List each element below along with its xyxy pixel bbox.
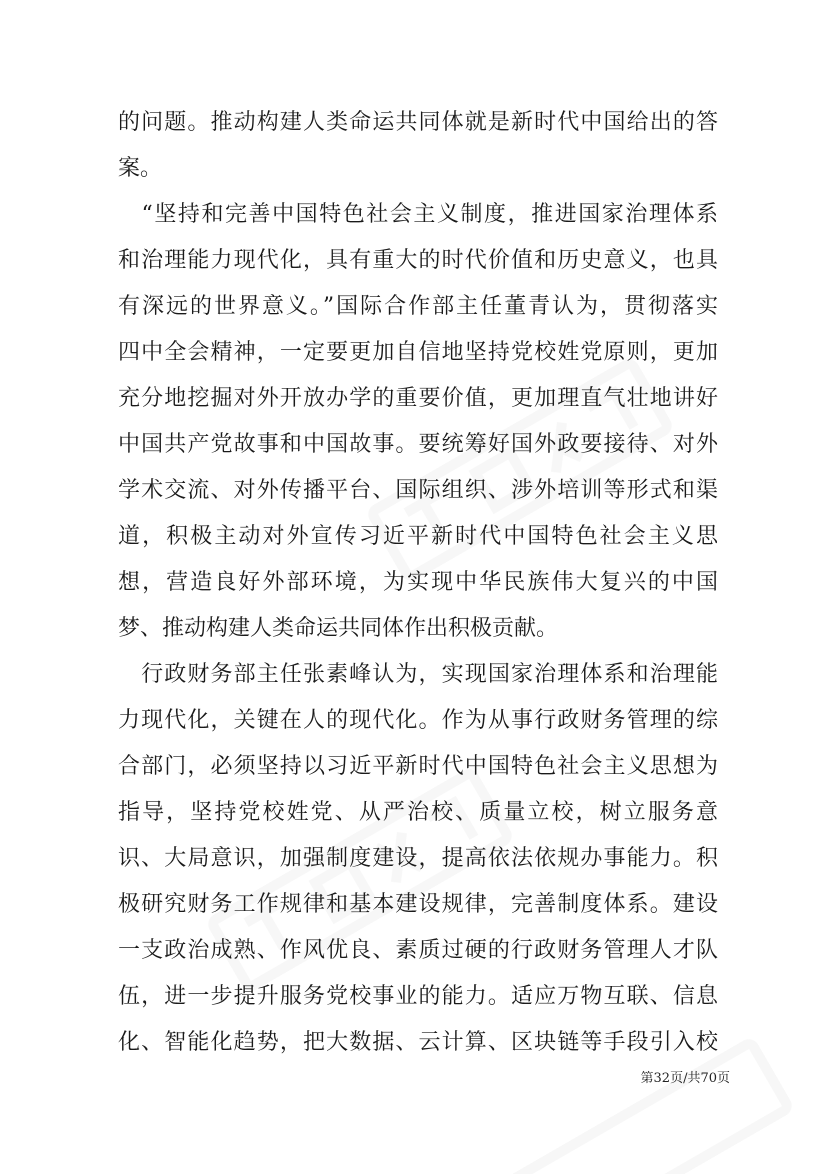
body-text: [118, 100, 718, 1066]
text-line: 有深远的世界意义。”国际合作部主任董青认为，贯彻落实: [118, 294, 718, 319]
text-line: 和治理能力现代化，具有重大的时代价值和历史意义，也具: [118, 248, 718, 273]
text-line: 伍，进一步提升服务党校事业的能力。适应万物互联、信息: [118, 984, 718, 1009]
text-line: 力现代化，关键在人的现代化。作为从事行政财务管理的综: [118, 708, 718, 733]
text-line: 行政财务部主任张素峰认为，实现国家治理体系和治理能: [118, 662, 718, 687]
text-line: 中国共产党故事和中国故事。要统筹好国外政要接待、对外: [118, 432, 718, 457]
text-line: 指导，坚持党校姓党、从严治校、质量立校，树立服务意: [118, 800, 718, 825]
text-line: 的问题。推动构建人类命运共同体就是新时代中国给出的答: [118, 110, 718, 135]
text-line: 想，营造良好外部环境，为实现中华民族伟大复兴的中国: [118, 570, 718, 595]
text-line: 一支政治成熟、作风优良、素质过硬的行政财务管理人才队: [118, 938, 718, 963]
text-line: 合部门，必须坚持以习近平新时代中国特色社会主义思想为: [118, 754, 718, 779]
text-line: 四中全会精神，一定要更加自信地坚持党校姓党原则，更加: [118, 340, 718, 365]
text-line: 学术交流、对外传播平台、国际组织、涉外培训等形式和渠: [118, 478, 718, 503]
text-line: 极研究财务工作规律和基本建设规律，完善制度体系。建设: [118, 892, 718, 917]
page-number: 第32页/共70页: [640, 1071, 730, 1086]
text-line: 道，积极主动对外宣传习近平新时代中国特色社会主义思: [118, 524, 718, 549]
text-line: 案。: [118, 156, 163, 181]
text-line: 充分地挖掘对外开放办学的重要价值，更加理直气壮地讲好: [118, 386, 718, 411]
text-line: “坚持和完善中国特色社会主义制度，推进国家治理体系: [118, 202, 718, 227]
text-line: 梦、推动构建人类命运共同体作出积极贡献。: [118, 616, 559, 641]
text-line: 化、智能化趋势，把大数据、云计算、区块链等手段引入校: [118, 1030, 718, 1055]
text-line: 识、大局意识，加强制度建设，提高依法依规办事能力。积: [118, 846, 718, 871]
